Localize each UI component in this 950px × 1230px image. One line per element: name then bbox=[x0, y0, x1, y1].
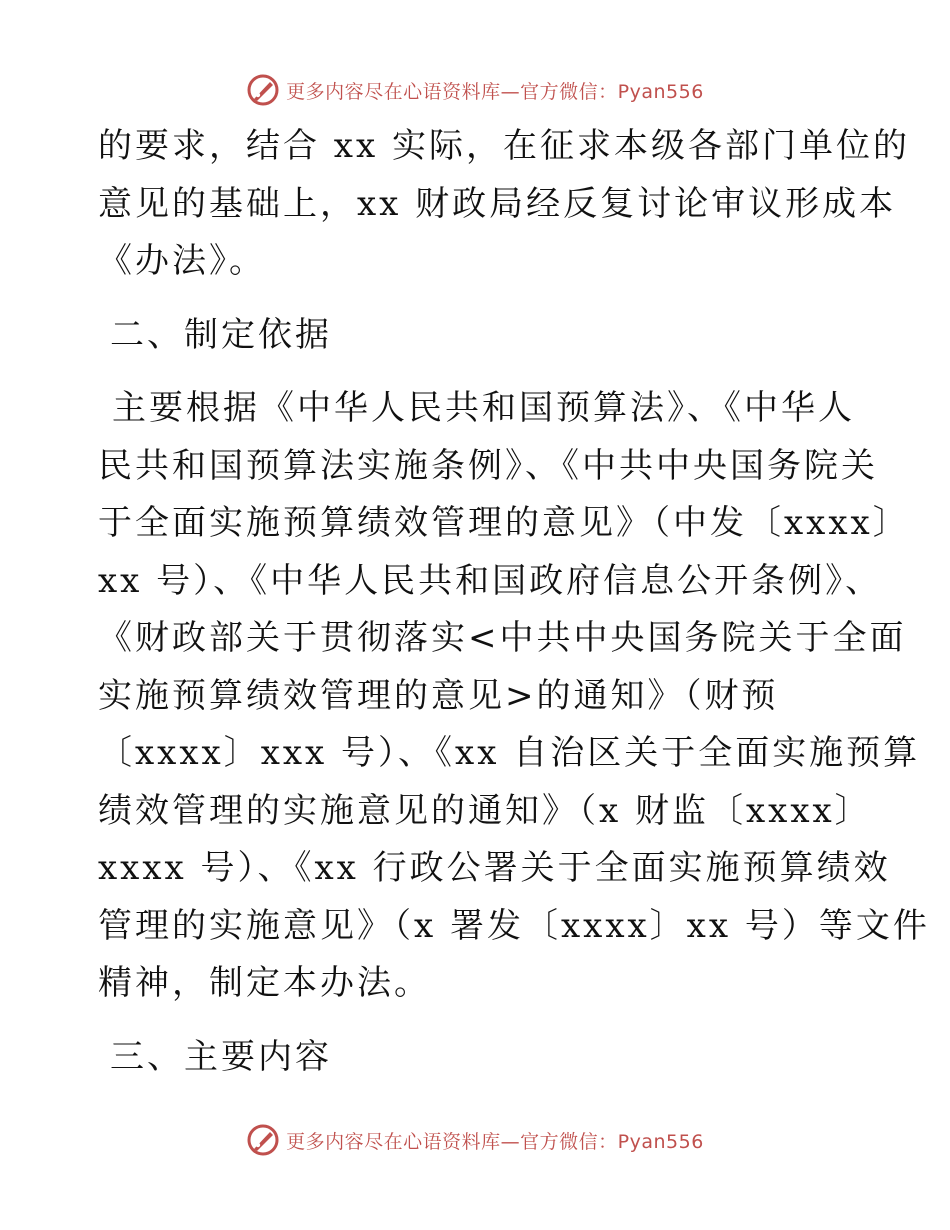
paragraph-line: xx 号）、《中华人民共和国政府信息公开条例》、 bbox=[98, 560, 883, 601]
paragraph-line: xxxx 号）、《xx 行政公署关于全面实施预算绩效 bbox=[98, 848, 891, 888]
header-watermark bbox=[0, 70, 950, 110]
paragraph-line: 〔xxxx〕xxx 号）、《xx 自治区关于全面实施预算 bbox=[98, 733, 921, 773]
paragraph-line: 实施预算绩效管理的意见>的通知》（财预 bbox=[98, 675, 779, 716]
watermark-text: 更多内容尽在心语资料库—官方微信：Pyan556 bbox=[286, 1130, 704, 1153]
pen-circle-logo-icon bbox=[246, 73, 280, 107]
paragraph-line: 于全面实施预算绩效管理的意见》（中发〔xxxx〕 bbox=[98, 503, 910, 543]
document-body bbox=[98, 118, 930, 1086]
paragraph-line: 《财政部关于贯彻落实<中共中央国务院关于全面 bbox=[98, 618, 907, 658]
paragraph-line: 意见的基础上，xx 财政局经反复讨论审议形成本 bbox=[98, 183, 897, 224]
pen-circle-logo-icon bbox=[246, 1123, 280, 1157]
section-heading-2: 二、制定依据 bbox=[110, 314, 332, 355]
paragraph-line: 绩效管理的实施意见的通知》（x 财监〔xxxx〕 bbox=[98, 790, 872, 831]
paragraph-line: 主要根据《中华人民共和国预算法》、《中华人 bbox=[112, 388, 855, 428]
paragraph-line: 《办法》。 bbox=[98, 241, 266, 281]
paragraph-line: 民共和国预算法实施条例》、《中共中央国务院关 bbox=[98, 445, 878, 486]
footer-watermark bbox=[0, 1120, 950, 1160]
paragraph-line: 的要求，结合 xx 实际，在征求本级各部门单位的 bbox=[98, 126, 910, 166]
paragraph-line: 精神，制定本办法。 bbox=[98, 963, 431, 1003]
section-heading-3: 三、主要内容 bbox=[110, 1036, 332, 1077]
paragraph-line: 管理的实施意见》（x 署发〔xxxx〕xx 号）等文件 bbox=[98, 905, 930, 946]
watermark-text: 更多内容尽在心语资料库—官方微信：Pyan556 bbox=[286, 80, 704, 103]
